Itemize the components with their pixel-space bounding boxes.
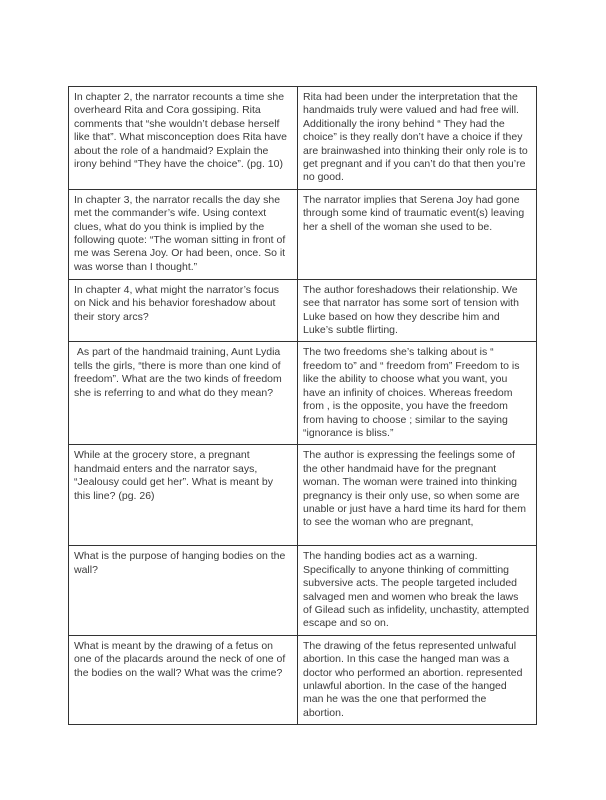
answer-text: The handing bodies act as a warning. Specifically to anyone thinking of committing subversive acts. The people targeted included salvaged men and women who break the laws of Gilead such as infidelity, unchastity, attempted escape and so on. bbox=[303, 550, 532, 630]
answer-cell bbox=[298, 87, 537, 190]
qa-table bbox=[68, 86, 537, 725]
question-text: What is meant by the drawing of a fetus on one of the placards around the neck of one of the bodies on the wall? What was the crime? bbox=[74, 639, 289, 679]
answer-cell bbox=[298, 279, 537, 342]
question-cell bbox=[69, 445, 298, 546]
table-row bbox=[69, 445, 537, 546]
question-text: In chapter 4, what might the narrator’s focus on Nick and his behavior foreshadow about their story arcs? bbox=[74, 283, 282, 323]
answer-text: The author foreshadows their relationship. We see that narrator has some sort of tension with Luke based on how they describe him and Luke’s subtle flirting. bbox=[303, 283, 522, 337]
question-text: In chapter 3, the narrator recalls the day she met the commander’s wife. Using context clues, what do you think is implied by the following quote: “The woman sitting in front of me was Serena Joy. Or had been, once. So it was worse than I thought.” bbox=[74, 193, 289, 273]
answer-text: Rita had been under the interpretation that the handmaids truly were valued and had free will. Additionally the irony behind “ They had the choice” is they really don’t have a choice if they are brainwashed into thinking their only role is to get pregnant and if you can’t do that then you’re no good. bbox=[303, 91, 531, 184]
table-row bbox=[69, 279, 537, 342]
answer-text: The author is expressing the feelings some of the other handmaid have for the pregnant woman. The woman were trained into thinking pregnancy is their only use, so when some are unable or just have a hard time its hard for them to see the woman who are pregnant, bbox=[303, 449, 529, 529]
question-text: While at the grocery store, a pregnant handmaid enters and the narrator says, “Jealousy could get her”. What is meant by this line? (pg. 26) bbox=[74, 449, 276, 502]
question-cell bbox=[69, 342, 298, 445]
answer-text: The two freedoms she’s talking about is “ freedom to” and “ freedom from” Freedom to is like the ability to choose what you want, you have an infinity of choices. Whereas freedom from , is the opposite, you have the freedom from having to choose ; similar to the saying “ignorance is bliss.” bbox=[303, 346, 523, 439]
question-cell bbox=[69, 189, 298, 279]
question-cell bbox=[69, 87, 298, 190]
question-text: In chapter 2, the narrator recounts a time she overheard Rita and Cora gossiping. Rita comments that “she wouldn’t debase herself like that”. What misconception does Rita have about the role of a handmaid? Explain the irony behind “They have the choice”. (pg. 10) bbox=[74, 91, 290, 171]
table-row bbox=[69, 342, 537, 445]
answer-text: The narrator implies that Serena Joy had gone through some kind of traumatic event(s) leaving her a shell of the woman she used to be. bbox=[303, 193, 528, 233]
answer-cell bbox=[298, 546, 537, 635]
answer-cell bbox=[298, 189, 537, 279]
answer-cell bbox=[298, 342, 537, 445]
question-text: As part of the handmaid training, Aunt Lydia tells the girls, “there is more than one kind of freedom”. What are the two kinds of freedom she is referring to and what do they mean? bbox=[74, 346, 285, 399]
answer-cell bbox=[298, 635, 537, 724]
question-text: What is the purpose of hanging bodies on the wall? bbox=[74, 550, 289, 576]
answer-text: The drawing of the fetus represented unlwaful abortion. In this case the hanged man was a doctor who performed an abortion. represented unlawful abortion. In the case of the hanged man he was the one that performed the abortion. bbox=[303, 639, 526, 719]
question-cell bbox=[69, 635, 298, 724]
table-row bbox=[69, 189, 537, 279]
table-row bbox=[69, 546, 537, 635]
question-cell bbox=[69, 279, 298, 342]
table-row bbox=[69, 635, 537, 724]
table-row bbox=[69, 87, 537, 190]
question-cell bbox=[69, 546, 298, 635]
answer-cell bbox=[298, 445, 537, 546]
